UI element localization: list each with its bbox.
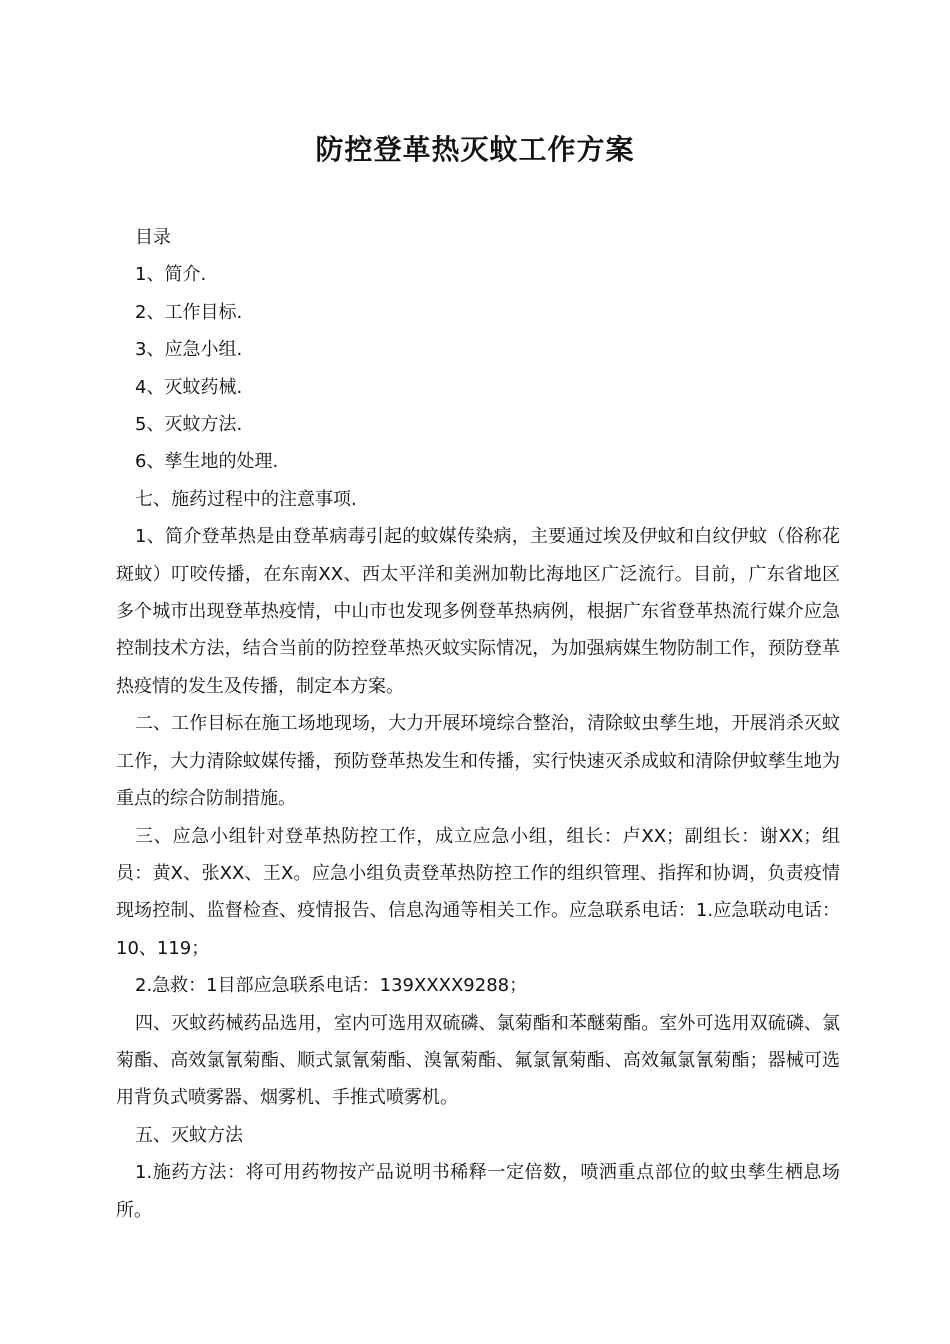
toc-item: 5、灭蚊方法. xyxy=(135,414,243,436)
toc-item: 6、孳生地的处理. xyxy=(135,451,279,473)
paragraph-work-goals: 二、工作目标在施工场地现场，大力开展环境综合整治，清除蚊虫孳生地，开展消杀灭蚊工作，大力清除蚊媒传播，预防登革热发生和传播，实行快速灭杀成蚊和清除伊蚊孳生地为重点的综合防制措施。 xyxy=(116,713,840,810)
toc-heading: 目录 xyxy=(135,227,171,248)
document-body xyxy=(116,219,840,1229)
toc-item: 1、简介. xyxy=(135,264,207,286)
section-heading-methods: 五、灭蚊方法 xyxy=(135,1124,243,1146)
toc-item: 2、工作目标. xyxy=(135,301,243,323)
paragraph-emergency-team: 三、应急小组针对登革热防控工作，成立应急小组，组长：卢XX；副组长：谢XX；组员：黄X、张XX、王X。应急小组负责登革热防控工作的组织管理、指挥和协调，负责疫情现场控制、监督检查、疫情报告、信息沟通等相关工作。应急联系电话：1.应急联动电话：10、119； xyxy=(116,825,840,959)
toc-item: 3、应急小组. xyxy=(135,339,243,361)
toc-item: 七、施药过程中的注意事项. xyxy=(135,488,357,510)
paragraph-first-aid-phone: 2.急救：1目部应急联系电话：139XXXX9288； xyxy=(135,975,528,997)
document-title: 防控登革热灭蚊工作方案 xyxy=(315,133,635,166)
paragraph-introduction: 1、简介登革热是由登革病毒引起的蚊媒传染病，主要通过埃及伊蚊和白纹伊蚊（俗称花斑蚊）叮咬传播，在东南XX、西太平洋和美洲加勒比海地区广泛流行。目前，广东省地区多个城市出现登革热疫情，中山市也发现多例登革热病例，根据广东省登革热流行媒介应急控制技术方法，结合当前的防控登革热灭蚊实际情况，为加强病媒生物防制工作，预防登革热疫情的发生及传播，制定本方案。 xyxy=(116,526,840,697)
paragraph-pesticides-equipment: 四、灭蚊药械药品选用，室内可选用双硫磷、氯菊酯和苯醚菊酯。室外可选用双硫磷、氯菊酯、高效氯氰菊酯、顺式氯氰菊酯、溴氰菊酯、氟氯氰菊酯、高效氟氯氰菊酯；器械可选用背负式喷雾器、烟雾机、手推式喷雾机。 xyxy=(116,1012,840,1109)
paragraph-application-method: 1.施药方法：将可用药物按产品说明书稀释一定倍数，喷洒重点部位的蚊虫孳生栖息场所。 xyxy=(116,1162,840,1221)
toc-item: 4、灭蚊药械. xyxy=(135,376,243,398)
